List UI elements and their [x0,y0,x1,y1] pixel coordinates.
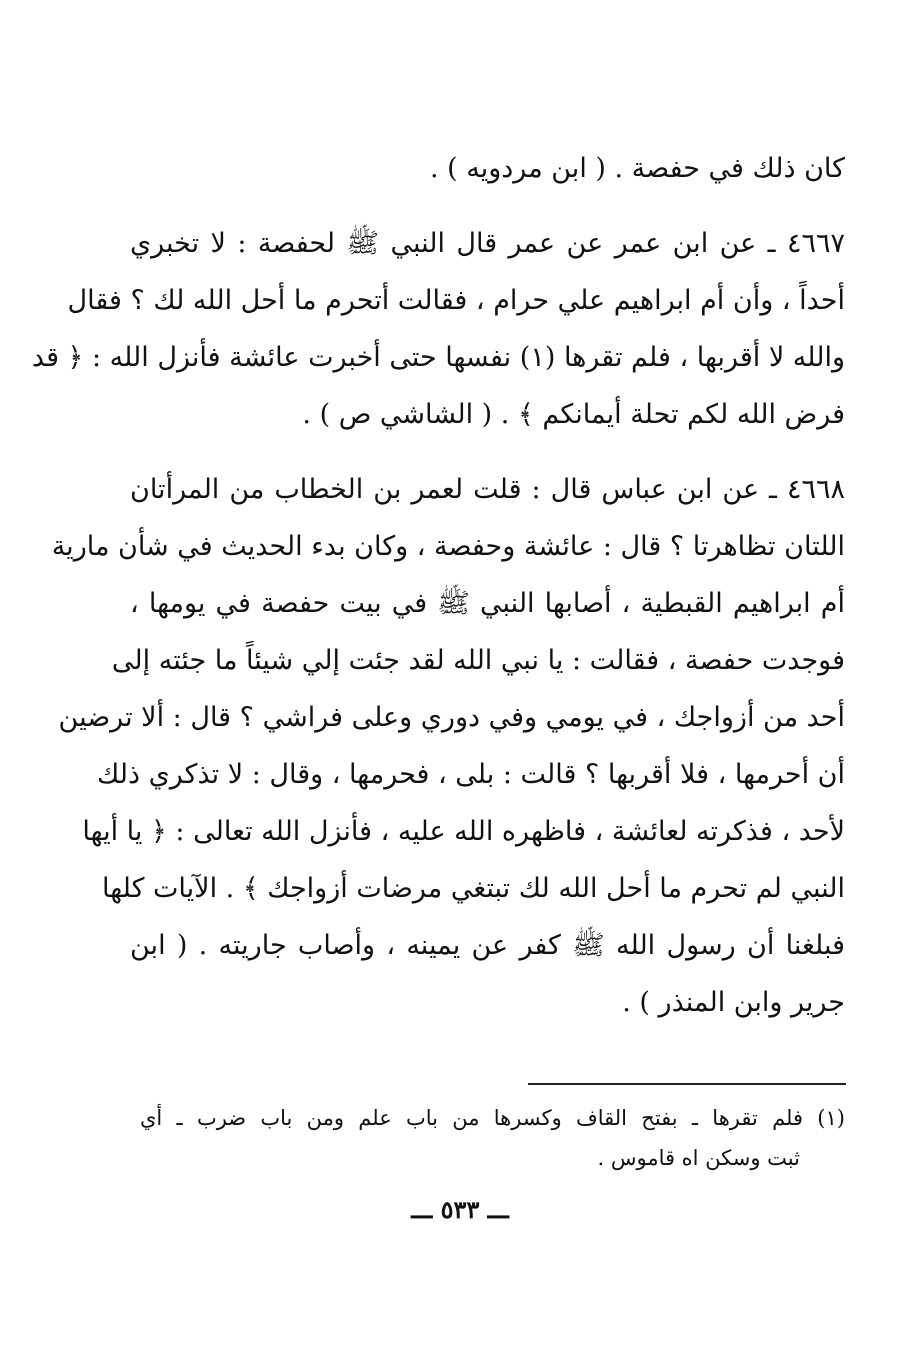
text-line: والله لا أقربها ، فلم تقرها (١) نفسها حتى أخبرت عائشة فأنزل الله : ﴿ قد [31,342,845,373]
text-line: النبي لم تحرم ما أحل الله لك تبتغي مرضات أزواجك ﴾ . الآيات كلها [101,873,845,904]
main-text [31,140,845,1031]
text-line: أن أحرمها ، فلا أقربها ؟ قالت : بلى ، فحرمها ، وقال : لا تذكري ذلك [96,759,845,790]
text-line: أحداً ، وأن أم ابراهيم علي حرام ، فقالت أتحرم ما أحل الله لك ؟ فقال [67,285,845,316]
text-line: كان ذلك في حفصة . ( ابن مردويه ) . [429,153,845,184]
paragraph-gap [130,443,845,461]
footnote-line: ثبت وسكن اه قاموس . [597,1146,800,1170]
footnote-line: (١) فلم تقرها ـ بفتح القاف وكسرها من باب علم ومن باب ضرب ـ أي [140,1106,845,1130]
text-line: أم ابراهيم القبطية ، أصابها النبي ﷺ في بيت حفصة في يومها ، [130,588,845,619]
text-line: اللتان تظاهرتا ؟ قال : عائشة وحفصة ، وكان بدء الحديث في شأن مارية [51,531,845,562]
text-line: فوجدت حفصة ، فقالت : يا نبي الله لقد جئت إلي شيئاً ما جئته إلى [111,645,845,676]
text-line: أحد من أزواجك ، في يومي وفي دوري وعلى فراشي ؟ قال : ألا ترضين [58,702,845,733]
page-number: ـــ ٥٣٣ ـــ [411,1195,509,1224]
text-line: فبلغنا أن رسول الله ﷺ كفر عن يمينه ، وأصاب جاريته . ( ابن [130,930,845,961]
footnote [140,1098,845,1178]
text-line: فرض الله لكم تحلة أيمانكم ﴾ . ( الشاشي ص ) . [302,399,845,430]
paragraph-gap [130,197,845,215]
text-line: ٤٦٦٨ ـ عن ابن عباس قال : قلت لعمر بن الخطاب من المرأتان [130,474,845,505]
text-line: جرير وابن المنذر ) . [622,987,845,1018]
text-line: ٤٦٦٧ ـ عن ابن عمر عن عمر قال النبي ﷺ لحفصة : لا تخبري [130,228,845,259]
footnote-separator [528,1083,846,1085]
text-line: لأحد ، فذكرته لعائشة ، فاظهره الله عليه ، فأنزل الله تعالى : ﴿ يا أيها [82,816,845,847]
